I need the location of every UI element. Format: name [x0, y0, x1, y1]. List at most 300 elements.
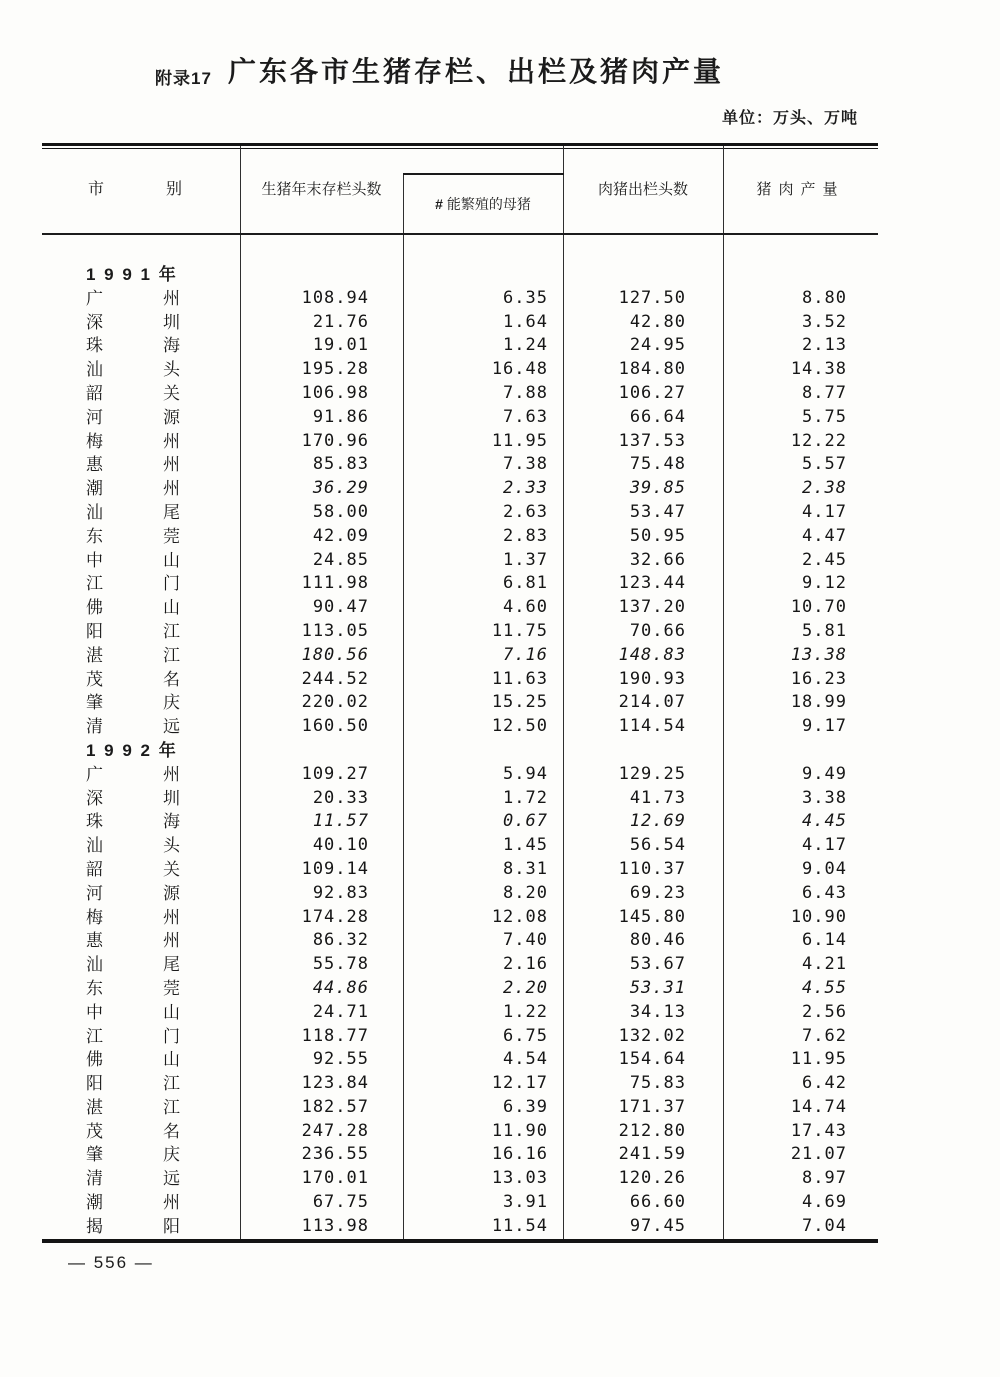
city-name: [42, 1001, 180, 1025]
pork-value: 21.07: [790, 1144, 847, 1165]
inventory-value: 113.98: [301, 1215, 369, 1236]
sows-value: 6.81: [503, 573, 548, 594]
sows-value: 4.54: [503, 1049, 548, 1070]
year-heading: 1 9 9 2 年: [86, 740, 178, 760]
city-name: [42, 977, 180, 1001]
city-name-char: 州: [163, 907, 180, 927]
inventory-value: 106.98: [301, 382, 369, 403]
sows-value: 2.16: [503, 954, 548, 975]
city-name-char: 头: [163, 836, 180, 856]
city-name-char: 阳: [163, 1216, 180, 1236]
city-name-char: 汕: [86, 502, 103, 522]
table-row: [42, 882, 878, 906]
inventory-value: 170.96: [301, 430, 369, 451]
city-name: [42, 1025, 180, 1049]
header-slaughter: 肉猪出栏头数: [597, 181, 688, 198]
pork-value: 5.81: [802, 620, 847, 641]
sows-value: 2.20: [503, 977, 548, 998]
table-row: [42, 953, 878, 977]
slaughter-value: 75.83: [629, 1073, 686, 1094]
header-breeding-sows: [403, 194, 563, 214]
pork-value: 9.49: [802, 763, 847, 784]
slaughter-value: 97.45: [629, 1215, 686, 1236]
sows-value: 7.38: [503, 454, 548, 475]
sows-value: 11.90: [491, 1120, 548, 1141]
inventory-value: 40.10: [312, 835, 369, 856]
sows-value: 6.35: [503, 287, 548, 308]
inventory-value: 36.29: [312, 478, 369, 499]
inventory-value: 109.14: [301, 858, 369, 879]
slaughter-value: 32.66: [629, 549, 686, 570]
slaughter-value: 70.66: [629, 620, 686, 641]
city-name-char: 阳: [86, 1074, 103, 1094]
slaughter-value: 42.80: [629, 311, 686, 332]
table-row: [42, 1143, 878, 1167]
inventory-value: 92.55: [312, 1049, 369, 1070]
table-row: [42, 406, 878, 430]
city-name-char: 汕: [86, 360, 103, 380]
header-sows-label: 能繁殖的母猪: [446, 196, 531, 212]
city-name: [42, 858, 180, 882]
pork-value: 13.38: [790, 644, 847, 665]
table-row: [42, 430, 878, 454]
pork-value: 14.38: [790, 359, 847, 380]
city-name-char: 珠: [86, 336, 103, 356]
sows-value: 1.24: [503, 335, 548, 356]
city-name-char: 关: [163, 859, 180, 879]
pork-value: 5.75: [802, 406, 847, 427]
city-name: [42, 691, 180, 715]
sows-value: 7.40: [503, 930, 548, 951]
sows-value: 11.63: [491, 668, 548, 689]
city-name: [42, 953, 180, 977]
pork-value: 4.45: [802, 811, 847, 832]
city-name-char: 梅: [86, 907, 103, 927]
pork-value: 2.56: [802, 1001, 847, 1022]
city-name: [42, 1048, 180, 1072]
pork-value: 14.74: [790, 1096, 847, 1117]
pork-value: 9.12: [802, 573, 847, 594]
city-name-char: 潮: [86, 479, 103, 499]
pork-value: 2.38: [802, 478, 847, 499]
sows-value: 12.17: [491, 1073, 548, 1094]
city-name: [42, 358, 180, 382]
city-name-char: 深: [86, 788, 103, 808]
slaughter-value: 24.95: [629, 335, 686, 356]
slaughter-value: 190.93: [618, 668, 686, 689]
pork-value: 11.95: [790, 1049, 847, 1070]
city-name-char: 湛: [86, 645, 103, 665]
city-name-char: 源: [163, 407, 180, 427]
city-name: [42, 287, 180, 311]
city-name-char: 河: [86, 407, 103, 427]
city-name: [42, 715, 180, 739]
city-name: [42, 406, 180, 430]
city-name-char: 庆: [163, 1145, 180, 1165]
slaughter-value: 80.46: [629, 930, 686, 951]
sows-value: 2.33: [503, 478, 548, 499]
table-row: [42, 977, 878, 1001]
city-name-char: 东: [86, 526, 103, 546]
table-row: [42, 311, 878, 335]
city-name: [42, 644, 180, 668]
pork-value: 4.47: [802, 525, 847, 546]
table-row: [42, 715, 878, 739]
slaughter-value: 56.54: [629, 835, 686, 856]
statistics-table: [42, 143, 878, 1243]
inventory-value: 108.94: [301, 287, 369, 308]
city-name-char: 山: [163, 550, 180, 570]
city-name-char: 州: [163, 931, 180, 951]
pork-value: 2.45: [802, 549, 847, 570]
header-city-char: 市: [88, 181, 105, 198]
city-name-char: 江: [163, 1074, 180, 1094]
pork-value: 3.52: [802, 311, 847, 332]
slaughter-value: 110.37: [618, 858, 686, 879]
sows-value: 7.63: [503, 406, 548, 427]
city-name-char: 源: [163, 883, 180, 903]
sows-value: 1.22: [503, 1001, 548, 1022]
slaughter-value: 137.20: [618, 597, 686, 618]
city-name: [42, 787, 180, 811]
city-name: [42, 810, 180, 834]
pork-value: 7.04: [802, 1215, 847, 1236]
sows-value: 8.31: [503, 858, 548, 879]
inventory-value: 55.78: [312, 954, 369, 975]
city-name-char: 头: [163, 360, 180, 380]
pork-value: 5.57: [802, 454, 847, 475]
sows-value: 0.67: [503, 811, 548, 832]
sows-value: 3.91: [503, 1192, 548, 1213]
table-row: [42, 596, 878, 620]
inventory-value: 24.71: [312, 1001, 369, 1022]
slaughter-value: 212.80: [618, 1120, 686, 1141]
city-name: [42, 668, 180, 692]
table-row: [42, 525, 878, 549]
city-name: [42, 1191, 180, 1215]
table-row: [42, 1167, 878, 1191]
sows-value: 1.72: [503, 787, 548, 808]
table-body: [42, 263, 878, 1239]
table-row: [42, 287, 878, 311]
header-inventory: 生猪年末存栏头数: [261, 181, 382, 198]
city-name-char: 江: [163, 645, 180, 665]
table-row: [42, 834, 878, 858]
inventory-value: 91.86: [312, 406, 369, 427]
sows-value: 11.54: [491, 1215, 548, 1236]
inventory-value: 109.27: [301, 763, 369, 784]
city-name-char: 门: [163, 574, 180, 594]
appendix-label: 附录17: [155, 69, 212, 88]
slaughter-value: 69.23: [629, 882, 686, 903]
pork-value: 9.17: [802, 716, 847, 737]
pork-value: 7.62: [802, 1025, 847, 1046]
pork-value: 8.80: [802, 287, 847, 308]
city-name-char: 山: [163, 1002, 180, 1022]
city-name-char: 佛: [86, 598, 103, 618]
city-name-char: 海: [163, 812, 180, 832]
city-name-char: 韶: [86, 859, 103, 879]
sows-value: 16.16: [491, 1144, 548, 1165]
city-name: [42, 763, 180, 787]
table-row: [42, 572, 878, 596]
sows-value: 12.50: [491, 716, 548, 737]
table-row: [42, 763, 878, 787]
slaughter-value: 12.69: [629, 811, 686, 832]
inventory-value: 170.01: [301, 1168, 369, 1189]
city-name-char: 尾: [163, 502, 180, 522]
city-name: [42, 453, 180, 477]
city-name-char: 湛: [86, 1097, 103, 1117]
sows-value: 2.63: [503, 501, 548, 522]
city-name-char: 尾: [163, 955, 180, 975]
city-name-char: 揭: [86, 1216, 103, 1236]
table-row: [42, 501, 878, 525]
table-row: [42, 620, 878, 644]
city-name-char: 江: [86, 574, 103, 594]
inventory-value: 111.98: [301, 573, 369, 594]
pork-value: 16.23: [790, 668, 847, 689]
slaughter-value: 137.53: [618, 430, 686, 451]
city-name-char: 河: [86, 883, 103, 903]
slaughter-value: 171.37: [618, 1096, 686, 1117]
table-row: [42, 906, 878, 930]
table-row: [42, 334, 878, 358]
slaughter-value: 50.95: [629, 525, 686, 546]
inventory-value: 67.75: [312, 1192, 369, 1213]
slaughter-value: 114.54: [618, 716, 686, 737]
city-name-char: 中: [86, 1002, 103, 1022]
city-name-char: 莞: [163, 526, 180, 546]
inventory-value: 20.33: [312, 787, 369, 808]
city-name: [42, 1143, 180, 1167]
pork-value: 18.99: [790, 692, 847, 713]
city-name: [42, 334, 180, 358]
city-name-char: 圳: [163, 788, 180, 808]
city-name-char: 广: [86, 288, 103, 308]
city-name-char: 莞: [163, 978, 180, 998]
city-name-char: 广: [86, 764, 103, 784]
inventory-value: 42.09: [312, 525, 369, 546]
city-name-char: 名: [163, 669, 180, 689]
inventory-value: 92.83: [312, 882, 369, 903]
sows-value: 7.16: [503, 644, 548, 665]
slaughter-value: 53.47: [629, 501, 686, 522]
slaughter-value: 123.44: [618, 573, 686, 594]
city-name-char: 汕: [86, 836, 103, 856]
slaughter-value: 127.50: [618, 287, 686, 308]
city-name: [42, 501, 180, 525]
city-name: [42, 430, 180, 454]
of-which-marker: #: [435, 196, 443, 212]
table-row: [42, 453, 878, 477]
header-city-char: 别: [165, 181, 182, 198]
pork-value: 4.55: [802, 977, 847, 998]
sows-value: 2.83: [503, 525, 548, 546]
pork-value: 6.43: [802, 882, 847, 903]
city-name-char: 门: [163, 1026, 180, 1046]
slaughter-value: 66.60: [629, 1192, 686, 1213]
city-name-char: 州: [163, 431, 180, 451]
slaughter-value: 34.13: [629, 1001, 686, 1022]
city-name: [42, 1215, 180, 1239]
table-row: [42, 358, 878, 382]
city-name: [42, 1096, 180, 1120]
table-row: [42, 549, 878, 573]
pork-value: 9.04: [802, 858, 847, 879]
pork-value: 4.17: [802, 501, 847, 522]
city-name-char: 州: [163, 479, 180, 499]
city-name-char: 阳: [86, 621, 103, 641]
year-heading-row: [42, 739, 878, 763]
year-heading-row: [42, 263, 878, 287]
table-row: [42, 1191, 878, 1215]
table-row: [42, 1048, 878, 1072]
city-name-char: 中: [86, 550, 103, 570]
table-row: [42, 1096, 878, 1120]
city-name-char: 茂: [86, 1121, 103, 1141]
table-header: [42, 146, 878, 235]
pork-value: 2.13: [802, 335, 847, 356]
city-name: [42, 477, 180, 501]
table-row: [42, 858, 878, 882]
inventory-value: 21.76: [312, 311, 369, 332]
pork-value: 8.97: [802, 1168, 847, 1189]
sows-value: 5.94: [503, 763, 548, 784]
inventory-value: 11.57: [312, 811, 369, 832]
table-row: [42, 477, 878, 501]
table-row: [42, 1001, 878, 1025]
sows-value: 1.37: [503, 549, 548, 570]
city-name-char: 关: [163, 383, 180, 403]
city-name-char: 清: [86, 1169, 103, 1189]
inventory-value: 24.85: [312, 549, 369, 570]
slaughter-value: 66.64: [629, 406, 686, 427]
city-name: [42, 1167, 180, 1191]
pork-value: 6.14: [802, 930, 847, 951]
year-heading: 1 9 9 1 年: [86, 265, 178, 284]
inventory-value: 90.47: [312, 597, 369, 618]
city-name-char: 州: [163, 288, 180, 308]
inventory-value: 236.55: [301, 1144, 369, 1165]
sows-value: 11.75: [491, 620, 548, 641]
inventory-value: 247.28: [301, 1120, 369, 1141]
city-name: [42, 549, 180, 573]
inventory-value: 118.77: [301, 1025, 369, 1046]
pork-value: 6.42: [802, 1073, 847, 1094]
table-row: [42, 668, 878, 692]
city-name: [42, 311, 180, 335]
city-name-char: 潮: [86, 1193, 103, 1213]
pork-value: 3.38: [802, 787, 847, 808]
city-name-char: 清: [86, 717, 103, 737]
table-row: [42, 787, 878, 811]
pork-value: 4.21: [802, 954, 847, 975]
slaughter-value: 39.85: [629, 478, 686, 499]
city-name-char: 庆: [163, 693, 180, 713]
pork-value: 10.90: [790, 906, 847, 927]
page-number: — 556 —: [68, 1253, 154, 1272]
slaughter-value: 241.59: [618, 1144, 686, 1165]
city-name-char: 惠: [86, 455, 103, 475]
page-title: 广东各市生猪存栏、出栏及猪肉产量: [228, 56, 725, 87]
city-name: [42, 596, 180, 620]
table-row: [42, 382, 878, 406]
table-row: [42, 1025, 878, 1049]
header-city: [88, 176, 182, 199]
sows-value: 7.88: [503, 382, 548, 403]
city-name-char: 汕: [86, 955, 103, 975]
table-row: [42, 929, 878, 953]
city-name: [42, 1072, 180, 1096]
sows-value: 11.95: [491, 430, 548, 451]
header-pork-output: 猪肉产量: [756, 181, 845, 198]
city-name-char: 山: [163, 598, 180, 618]
inventory-value: 220.02: [301, 692, 369, 713]
city-name: [42, 572, 180, 596]
slaughter-value: 154.64: [618, 1049, 686, 1070]
city-name-char: 远: [163, 1169, 180, 1189]
inventory-value: 86.32: [312, 930, 369, 951]
sows-value: 16.48: [491, 359, 548, 380]
city-name: [42, 620, 180, 644]
slaughter-value: 145.80: [618, 906, 686, 927]
sows-value: 13.03: [491, 1168, 548, 1189]
city-name-char: 江: [86, 1026, 103, 1046]
slaughter-value: 132.02: [618, 1025, 686, 1046]
sows-value: 6.75: [503, 1025, 548, 1046]
city-name-char: 肇: [86, 1145, 103, 1165]
city-name-char: 珠: [86, 812, 103, 832]
inventory-value: 85.83: [312, 454, 369, 475]
city-name: [42, 382, 180, 406]
inventory-value: 19.01: [312, 335, 369, 356]
city-name-char: 江: [163, 1097, 180, 1117]
city-name-char: 韶: [86, 383, 103, 403]
city-name-char: 州: [163, 1193, 180, 1213]
city-name-char: 惠: [86, 931, 103, 951]
sows-value: 6.39: [503, 1096, 548, 1117]
slaughter-value: 129.25: [618, 763, 686, 784]
city-name-char: 佛: [86, 1050, 103, 1070]
city-name: [42, 929, 180, 953]
city-name-char: 州: [163, 764, 180, 784]
sows-value: 1.64: [503, 311, 548, 332]
city-name-char: 州: [163, 455, 180, 475]
pork-value: 8.77: [802, 382, 847, 403]
city-name-char: 远: [163, 717, 180, 737]
city-name-char: 梅: [86, 431, 103, 451]
city-name: [42, 1120, 180, 1144]
inventory-value: 195.28: [301, 359, 369, 380]
table-row: [42, 810, 878, 834]
inventory-value: 58.00: [312, 501, 369, 522]
pork-value: 12.22: [790, 430, 847, 451]
city-name: [42, 882, 180, 906]
slaughter-value: 106.27: [618, 382, 686, 403]
inventory-value: 160.50: [301, 716, 369, 737]
inventory-value: 123.84: [301, 1073, 369, 1094]
slaughter-value: 41.73: [629, 787, 686, 808]
slaughter-value: 148.83: [618, 644, 686, 665]
sows-value: 8.20: [503, 882, 548, 903]
slaughter-value: 53.31: [629, 977, 686, 998]
inventory-value: 174.28: [301, 906, 369, 927]
table-row: [42, 691, 878, 715]
city-name-char: 山: [163, 1050, 180, 1070]
pork-value: 4.17: [802, 835, 847, 856]
inventory-value: 180.56: [301, 644, 369, 665]
